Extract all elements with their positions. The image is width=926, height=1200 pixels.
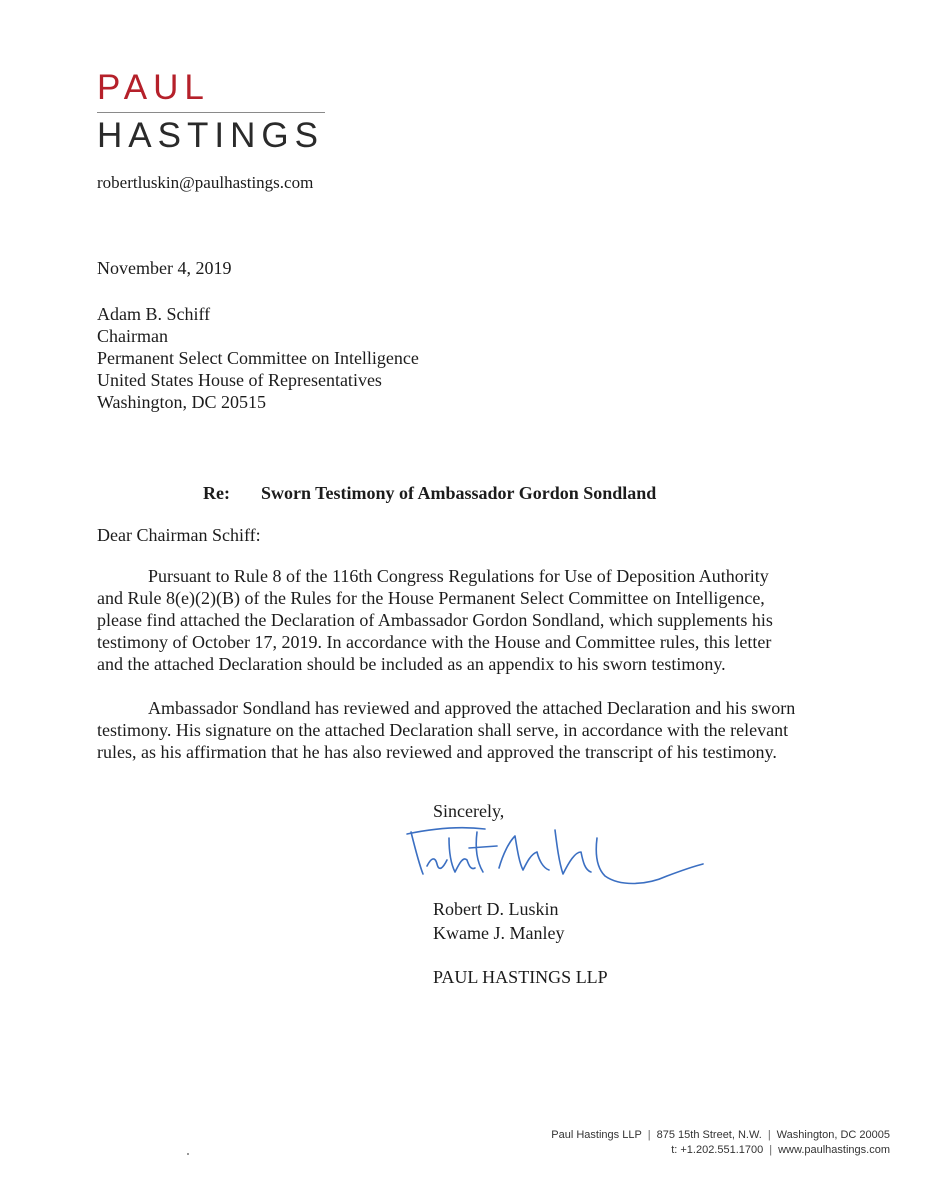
- addressee-block: [97, 303, 419, 413]
- closing: Sincerely,: [433, 801, 505, 821]
- signer-name: Robert D. Luskin: [433, 899, 559, 919]
- paragraph-line: rules, as his affirmation that he has also reviewed and approved the transcript of his testimony.: [97, 742, 777, 762]
- paragraph-line: Ambassador Sondland has reviewed and approved the attached Declaration and his sworn: [148, 698, 796, 718]
- paragraph-line: and the attached Declaration should be included as an appendix to his sworn testimony.: [97, 654, 726, 674]
- footer-website: www.paulhastings.com: [778, 1144, 890, 1156]
- scan-speck: [187, 1153, 189, 1155]
- footer-firm: Paul Hastings LLP: [551, 1129, 642, 1141]
- footer-contact: [551, 1128, 890, 1158]
- addressee-committee: Permanent Select Committee on Intelligence: [97, 348, 419, 368]
- paragraph-line: testimony. His signature on the attached Declaration shall serve, in accordance with the relevant: [97, 720, 789, 740]
- salutation: Dear Chairman Schiff:: [97, 525, 261, 545]
- paragraph-line: testimony of October 17, 2019. In accordance with the House and Committee rules, this letter: [97, 632, 772, 652]
- body-paragraph-2: [97, 697, 795, 763]
- letter-date: November 4, 2019: [97, 258, 232, 278]
- paragraph-line: and Rule 8(e)(2)(B) of the Rules for the House Permanent Select Committee on Intelligence,: [97, 588, 765, 608]
- subject-label: Re:: [203, 483, 230, 503]
- paragraph-line: Pursuant to Rule 8 of the 116th Congress Regulations for Use of Deposition Authority: [148, 566, 769, 586]
- addressee-title: Chairman: [97, 326, 168, 346]
- sender-email: robertluskin@paulhastings.com: [97, 173, 314, 192]
- subject-line: [203, 482, 656, 504]
- logo-hastings-text: HASTINGS: [97, 116, 324, 155]
- handwritten-signature: [405, 818, 705, 890]
- body-paragraph-1: [97, 565, 773, 675]
- footer-city: Washington, DC 20005: [776, 1129, 890, 1141]
- footer-street: 875 15th Street, N.W.: [656, 1129, 762, 1141]
- addressee-city: Washington, DC 20515: [97, 392, 267, 412]
- firm-name: PAUL HASTINGS LLP: [433, 967, 608, 987]
- addressee-organization: United States House of Representatives: [97, 370, 382, 390]
- logo-paul-text: PAUL: [97, 68, 210, 107]
- signer-name: Kwame J. Manley: [433, 923, 565, 943]
- footer-phone: t: +1.202.551.1700: [671, 1144, 764, 1156]
- footer-address-line: Paul Hastings LLP | 875 15th Street, N.W. | Washington, DC 20005: [551, 1129, 890, 1141]
- signer-block: [433, 897, 564, 945]
- subject-text: Sworn Testimony of Ambassador Gordon Sondland: [261, 483, 657, 503]
- logo-divider: [97, 112, 325, 113]
- paragraph-line: please find attached the Declaration of Ambassador Gordon Sondland, which supplements his: [97, 610, 773, 630]
- footer-phone-line: t: +1.202.551.1700 | www.paulhastings.com: [671, 1144, 890, 1156]
- addressee-name: Adam B. Schiff: [97, 304, 211, 324]
